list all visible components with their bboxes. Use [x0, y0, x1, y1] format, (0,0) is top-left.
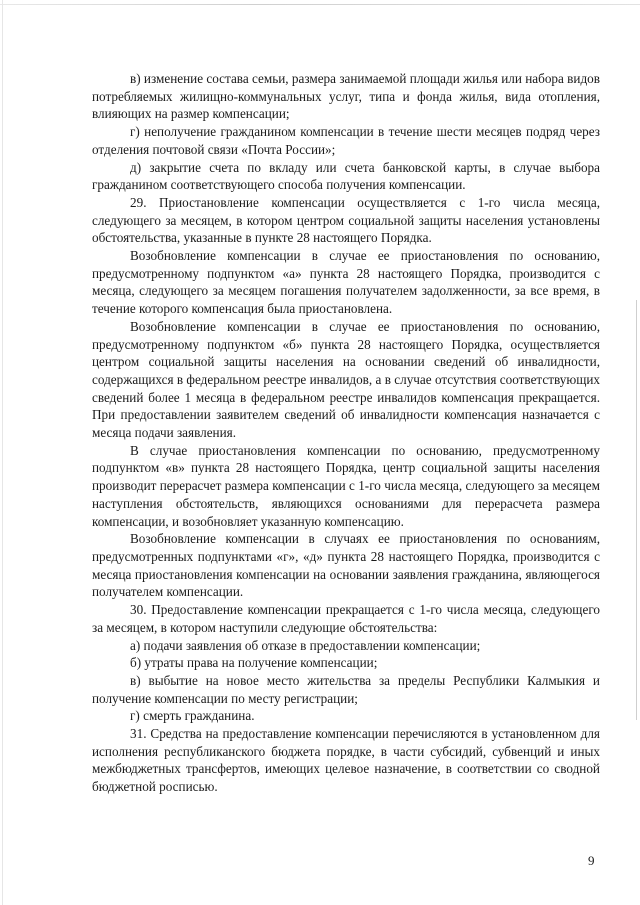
paragraph-subitem-d: д) закрытие счета по вкладу или счета банковской карты, в случае выбора гражданином соответствующего способа получения компенсации. — [92, 159, 600, 193]
paragraph-stop-g: г) смерть гражданина. — [130, 708, 255, 724]
scan-edge-left — [2, 0, 3, 905]
scan-edge-right — [636, 300, 637, 720]
paragraph-stop-a: а) подачи заявления об отказе в предоставлении компенсации; — [130, 637, 481, 653]
paragraph-item-29: 29. Приостановление компенсации осуществляется с 1-го числа месяца, следующего за месяцем, в котором центром социальной защиты населения установлены обстоятельства, указанные в пункте 28 настоящего Порядка. — [92, 194, 600, 246]
paragraph-stop-v: в) выбытие на новое место жительства за пределы Республики Калмыкия и получение компенсации по месту регистрации; — [92, 672, 600, 706]
paragraph-resume-b: Возобновление компенсации в случае ее приостановления по основанию, предусмотренному подпунктом «б» пункта 28 настоящего Порядка, осуществляется центром социальной защиты населения на основании сведений об инвалидности, содержащихся в федеральном реестре инвалидов, а в случае отсутствия соответствующих сведений более 1 месяца в федеральном реестре инвалидов компенсация прекращается. При предоставлении заявителем сведений об инвалидности компенсация назначается с месяца подачи заявления. — [92, 318, 600, 441]
page-number: 9 — [588, 853, 595, 868]
paragraph-resume-v: В случае приостановления компенсации по основанию, предусмотренному подпунктом «в» пункта 28 настоящего Порядка, центр социальной защиты населения производит перерасчет размера компенсации с 1-го числа месяца, следующего за месяцем наступления обстоятельств, являющихся основаниями для перерасчета размера компенсации, и возобновляет указанную компенсацию. — [92, 442, 600, 529]
paragraph-subitem-v: в) изменение состава семьи, размера занимаемой площади жилья или набора видов потребляемых жилищно-коммунальных услуг, типа и фонда жилья, вида отопления, влияющих на размер компенсации; — [92, 71, 600, 122]
paragraph-stop-b: б) утраты права на получение компенсации; — [130, 655, 378, 671]
paragraph-item-31: 31. Средства на предоставление компенсации перечисляются в установленном для исполнения республиканского бюджета порядке, в части субсидий, субвенций и иных межбюджетных трансфертов, имеющих целевое назначение, в соответствии со сводной бюджетной росписью. — [92, 726, 600, 795]
document-body — [92, 70, 600, 796]
paragraph-subitem-g: г) неполучение гражданином компенсации в течение шести месяцев подряд через отделения почтовой связи «Почта России»; — [92, 124, 600, 157]
paragraph-resume-a: Возобновление компенсации в случае ее приостановления по основанию, предусмотренному подпунктом «а» пункта 28 настоящего Порядка, производится с месяца, следующего за месяцем погашения получателем задолженности, за все время, в течение которого компенсация была приостановлена. — [92, 248, 600, 317]
paragraph-item-30: 30. Предоставление компенсации прекращается с 1-го числа месяца, следующего за месяцем, в котором наступили следующие обстоятельства: — [92, 602, 600, 635]
scan-edge-top — [0, 4, 640, 5]
paragraph-resume-g-d: Возобновление компенсации в случаях ее приостановления по основаниям, предусмотренных подпунктами «г», «д» пункта 28 настоящего Порядка, производится с месяца приостановления компенсации на основании заявления гражданина, являющегося получателем компенсации. — [92, 531, 600, 600]
